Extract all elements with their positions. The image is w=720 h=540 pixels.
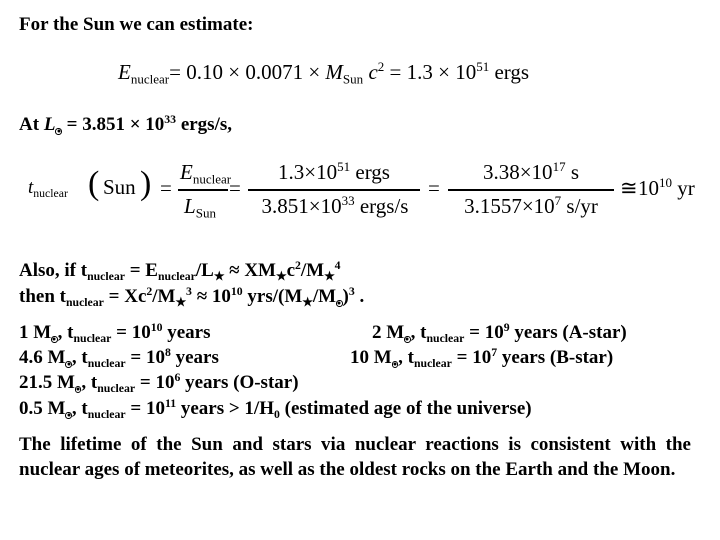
row2-mass: 2 M — [372, 322, 405, 343]
row1-mass: 1 M — [19, 322, 52, 343]
star-icon: ★ — [276, 270, 287, 284]
sun-symbol-icon — [55, 128, 61, 134]
row6-eq: = 10 — [125, 398, 165, 419]
row5-eq: = 10 — [135, 372, 175, 393]
row4-sub: nuclear — [413, 357, 452, 371]
also-l1-e-exp: 2 — [295, 258, 301, 272]
row3-tail: years — [170, 347, 219, 368]
also-l2-d: ≈ 10 — [191, 286, 231, 307]
left-paren: ( — [88, 165, 100, 202]
t-sub: nuclear — [33, 187, 68, 201]
result — [638, 176, 695, 201]
sun-symbol-icon — [404, 336, 410, 342]
star-icon: ★ — [324, 270, 335, 284]
row6-tail2: (estimated age of the universe) — [279, 398, 532, 419]
row3-sub: nuclear — [87, 357, 126, 371]
sun-symbol-icon — [65, 361, 71, 367]
result-exp: 10 — [659, 175, 673, 191]
also-l2-c-exp: 3 — [186, 284, 192, 298]
f1-den-sub: Sun — [195, 205, 216, 221]
also-l2-e: yrs/(M — [242, 286, 303, 307]
row6-sub: nuclear — [87, 408, 126, 422]
also-l2-d-exp: 10 — [230, 284, 243, 298]
also-l1-b: = E — [124, 260, 158, 281]
sun-symbol-icon — [392, 361, 398, 367]
also-l1-e: c — [286, 260, 295, 281]
also-l1-f: /M — [300, 260, 325, 281]
row2-eq: = 10 — [464, 322, 504, 343]
also-l2-c: /M — [152, 286, 176, 307]
row4-text: , t — [398, 347, 414, 368]
also-l2-b-exp: 2 — [146, 284, 153, 298]
f3-num-a: 3.38×10 — [482, 160, 553, 184]
m-var: M — [325, 60, 343, 84]
frac2-bar — [248, 189, 420, 191]
energy-equation — [118, 60, 529, 88]
t-var: t — [28, 177, 34, 198]
row1-text: , t — [57, 322, 74, 343]
row6-tail: years > 1/H — [176, 398, 274, 419]
mass-row-1 — [19, 322, 211, 346]
row2-tail: years (A-star) — [509, 322, 627, 343]
result-base: 10 — [638, 176, 659, 200]
f2-den-a: 3.851×10 — [261, 194, 342, 218]
f2-num-a: 1.3×10 — [278, 160, 338, 184]
m-sub: Sun — [342, 71, 364, 87]
row2-text: , t — [410, 322, 427, 343]
also-l2-g-exp: 3 — [348, 284, 355, 298]
frac2-den — [244, 194, 426, 219]
f1-num-var: E — [180, 160, 193, 184]
right-paren: ) — [140, 165, 152, 202]
row4-mass: 10 M — [350, 347, 392, 368]
mass-row-2 — [372, 322, 627, 346]
row6-mass: 0.5 M — [19, 398, 66, 419]
lum-suffix: ergs/s, — [176, 114, 232, 135]
f2-den-unit: ergs/s — [354, 194, 409, 218]
row4-tail: years (B-star) — [497, 347, 614, 368]
conclusion-paragraph: The lifetime of the Sun and stars via nuclear reactions is consistent with the nuclear ages of meteorites, as well as the oldest rocks on the Earth and the Moon. — [19, 434, 691, 480]
also-l2-a: then t — [19, 286, 66, 307]
also-l1-d: ≈ XM — [224, 260, 276, 281]
t-lhs — [28, 177, 68, 201]
mass-row-3 — [19, 347, 219, 371]
row5-text: , t — [81, 372, 98, 393]
also-l2-g: ) — [342, 286, 349, 307]
frac1-den — [180, 194, 220, 222]
row5-exp: 6 — [174, 370, 181, 384]
row1-eq: = 10 — [111, 322, 151, 343]
lum-prefix: At — [19, 114, 44, 135]
also-l1-f-exp: 4 — [334, 258, 341, 272]
row3-text: , t — [71, 347, 88, 368]
also-line-1 — [19, 260, 341, 284]
f3-den-exp: 7 — [554, 193, 562, 209]
row6-h-sub: 0 — [274, 408, 280, 422]
frac3-num — [448, 160, 614, 185]
eq-sign-1: = — [160, 176, 172, 200]
f2-den-exp: 33 — [341, 193, 355, 209]
approx-sign: ≅ — [620, 176, 638, 200]
f3-num-unit: s — [565, 160, 580, 184]
eq1-expr-b: = 1.3 × 10 — [384, 60, 477, 84]
e-var: E — [118, 60, 131, 84]
row6-text: , t — [71, 398, 88, 419]
sun-symbol-icon — [51, 336, 57, 342]
lum-mid: = 3.851 × 10 — [61, 114, 165, 135]
also-l2-h: . — [354, 286, 365, 307]
eq1-exp: 51 — [476, 59, 490, 75]
row2-exp: 9 — [503, 320, 510, 334]
also-l2-f: /M — [312, 286, 337, 307]
frac2-num — [248, 160, 420, 185]
sun-symbol-icon — [65, 412, 71, 418]
sun-label: Sun — [103, 175, 136, 199]
also-l1-c: /L — [195, 260, 214, 281]
f3-num-exp: 17 — [552, 159, 566, 175]
sun-symbol-icon — [336, 300, 342, 306]
f3-den-a: 3.1557×10 — [464, 194, 555, 218]
eq-sign-2: = — [229, 176, 241, 200]
f2-num-exp: 51 — [337, 159, 351, 175]
sun-symbol-icon — [75, 386, 81, 392]
result-unit: yr — [672, 176, 695, 200]
f1-den-var: L — [184, 194, 196, 218]
frac3-den — [444, 194, 618, 219]
e-sub: nuclear — [130, 71, 170, 87]
frac1-num — [180, 160, 232, 188]
mass-row-5 — [19, 372, 299, 396]
frac3-bar — [448, 189, 614, 191]
star-icon: ★ — [175, 296, 187, 310]
row1-tail: years — [162, 322, 211, 343]
eq1-unit: ergs — [489, 60, 530, 84]
eq1-expr-a: = 0.10 × 0.0071 × — [169, 60, 326, 84]
also-l2-b: = Xc — [103, 286, 147, 307]
row1-exp: 10 — [150, 320, 163, 334]
lum-exp: 33 — [164, 112, 177, 126]
f2-num-unit: ergs — [350, 160, 390, 184]
also-l2-sub: nuclear — [65, 296, 104, 310]
eq-sign-3: = — [428, 176, 440, 200]
also-line-2 — [19, 286, 364, 310]
also-l1-a: Also, if t — [19, 260, 88, 281]
also-l1-sub2: nuclear — [157, 270, 196, 284]
f1-num-sub: nuclear — [192, 171, 232, 187]
row3-eq: = 10 — [125, 347, 165, 368]
star-icon: ★ — [213, 270, 225, 284]
f3-den-unit: s/yr — [561, 194, 598, 218]
heading: For the Sun we can estimate: — [19, 14, 254, 35]
row4-eq: = 10 — [451, 347, 492, 368]
c-var: c — [363, 60, 378, 84]
row3-mass: 4.6 M — [19, 347, 66, 368]
c-exp: 2 — [377, 59, 385, 75]
row6-exp: 11 — [164, 396, 177, 410]
star-icon: ★ — [302, 296, 313, 310]
row1-sub: nuclear — [73, 332, 112, 346]
row5-mass: 21.5 M — [19, 372, 75, 393]
row5-tail: years (O-star) — [180, 372, 299, 393]
mass-row-4 — [350, 347, 613, 371]
row4-exp: 7 — [491, 345, 498, 359]
mass-row-6 — [19, 398, 532, 422]
row3-exp: 8 — [164, 345, 171, 359]
row2-sub: nuclear — [426, 332, 465, 346]
frac1-bar — [178, 189, 228, 191]
luminosity-line — [19, 114, 232, 138]
lum-var: L — [43, 114, 56, 135]
also-l1-sub1: nuclear — [87, 270, 125, 284]
row5-sub: nuclear — [97, 382, 136, 396]
